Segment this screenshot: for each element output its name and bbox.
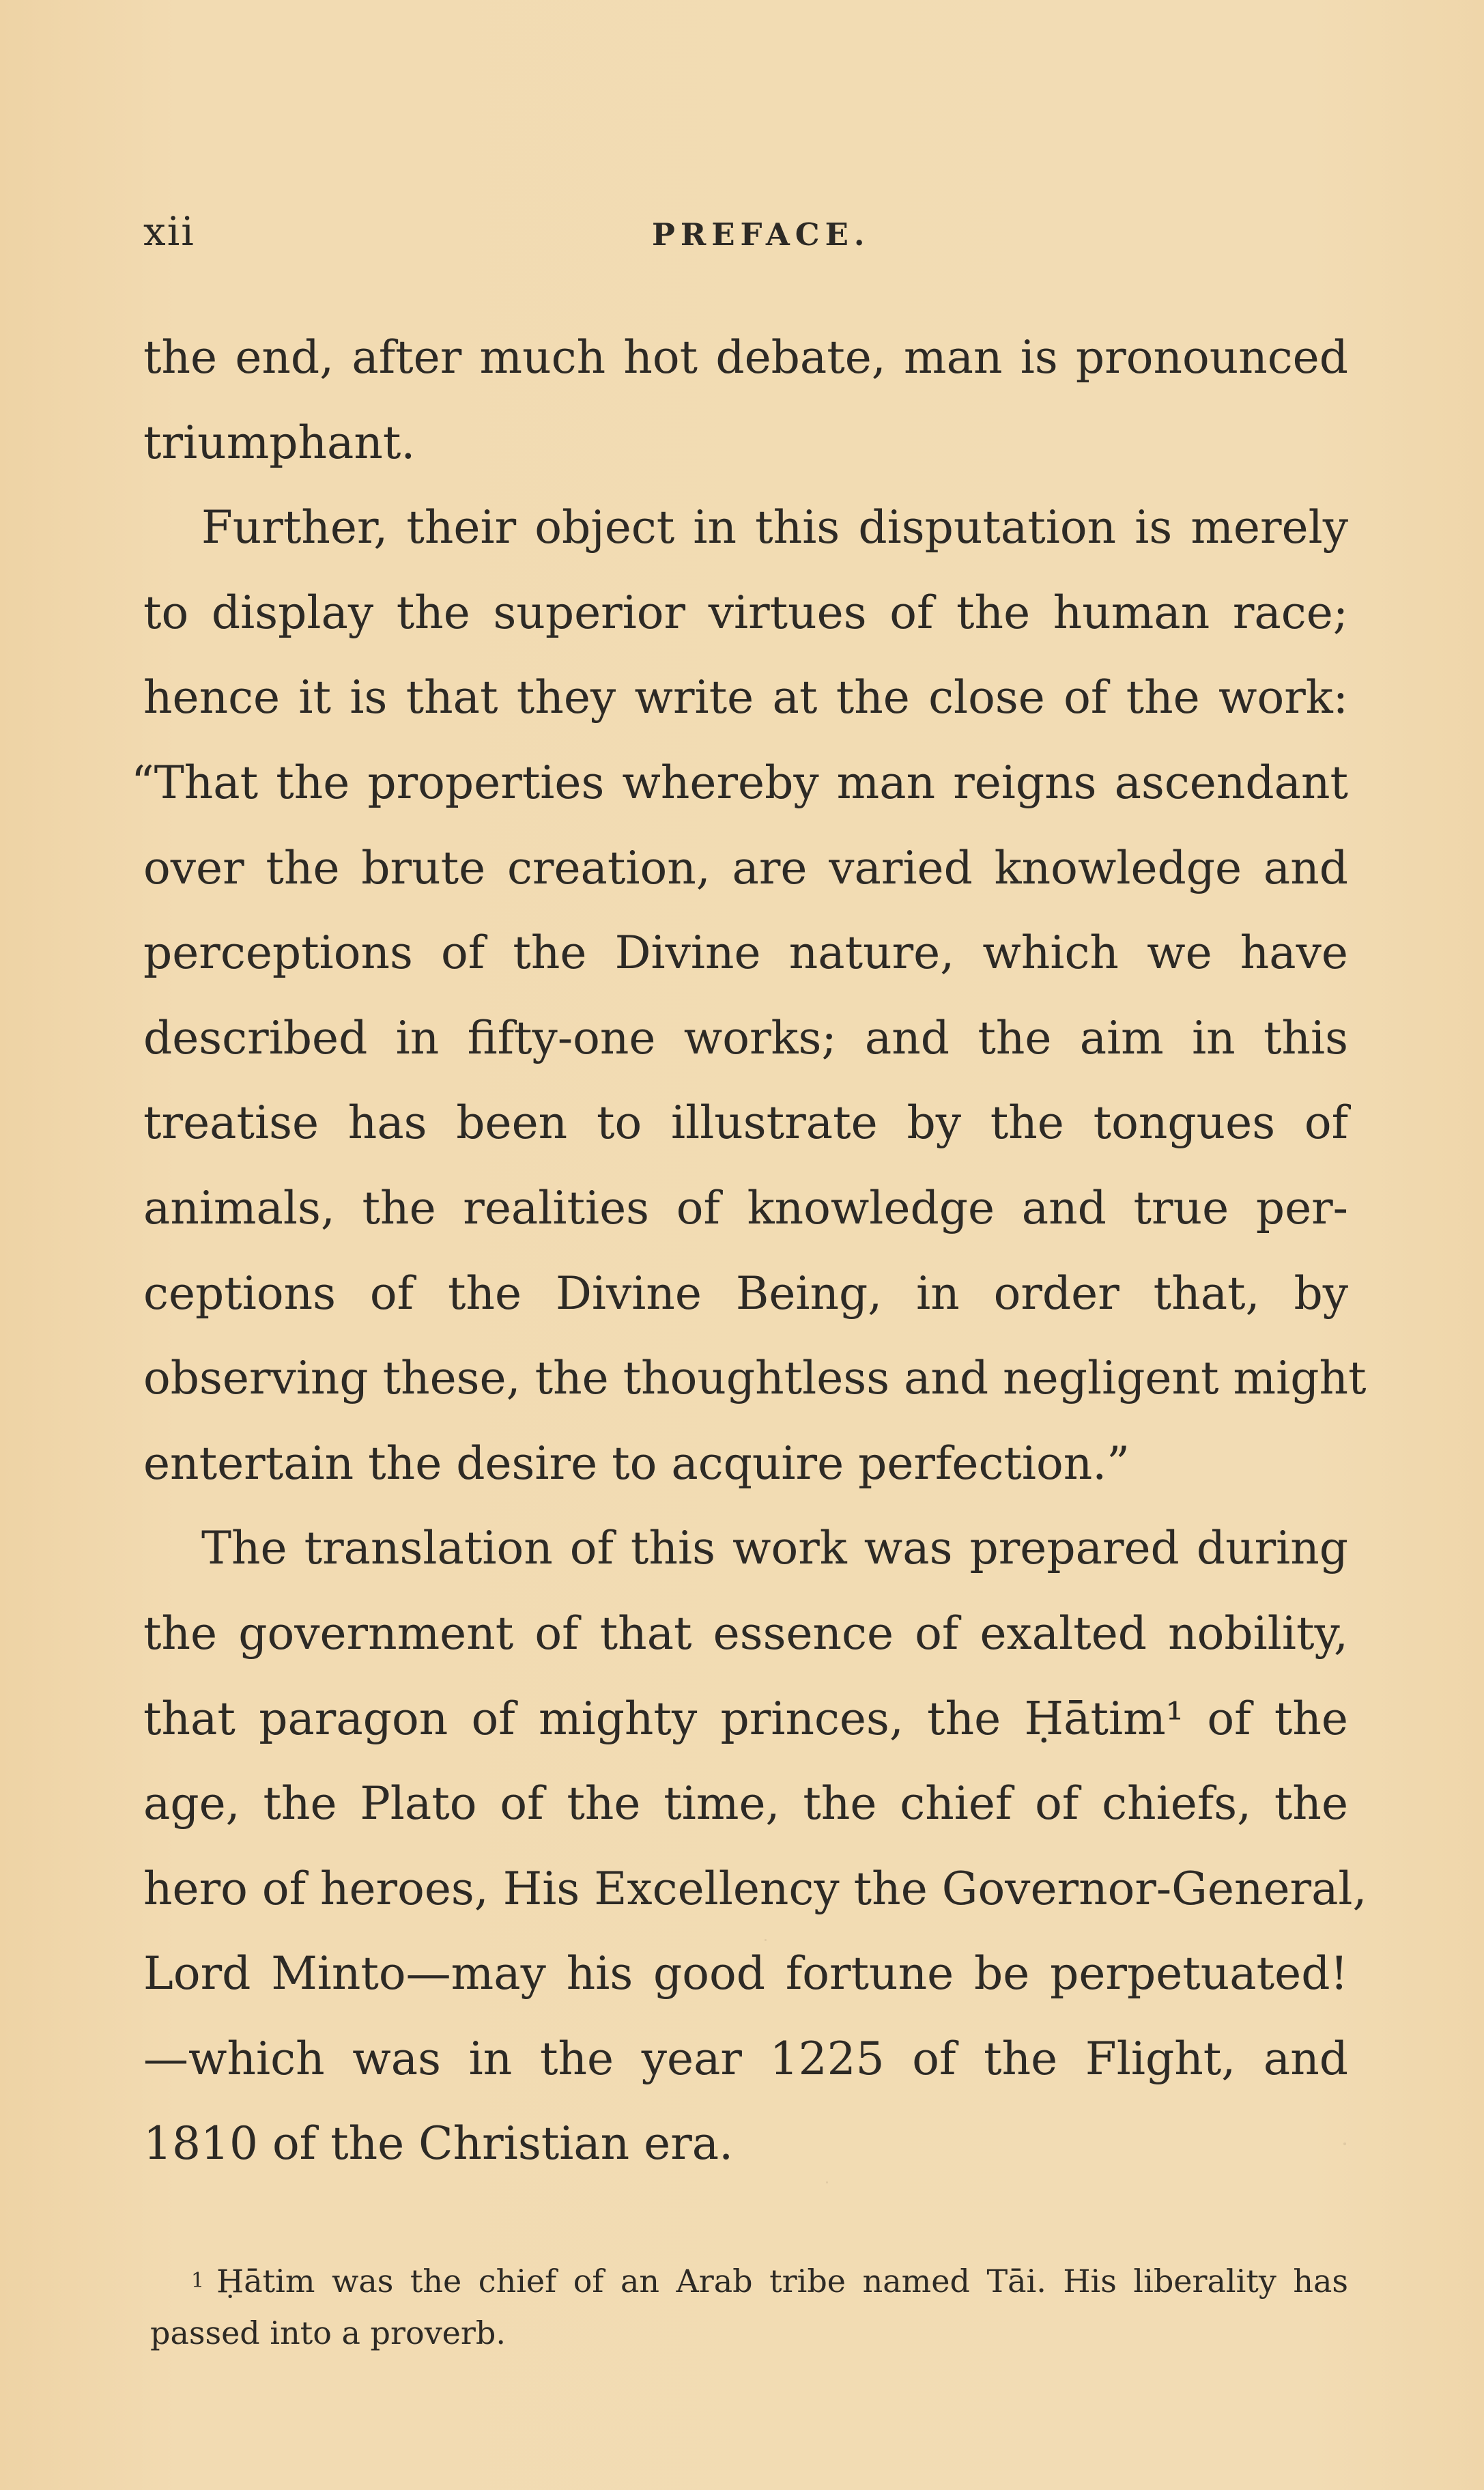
text-line: entertain the desire to acquire perfection.” (143, 1437, 1130, 1490)
footnote-line (150, 2255, 1348, 2307)
text-line: hence it is that they write at the close of the work: (143, 671, 1348, 724)
text-line: the end, after much hot debate, man is pronounced (143, 331, 1348, 384)
text-line: triumphant. (143, 416, 416, 469)
text-line: described in fifty-one works; and the aim in this (143, 1011, 1348, 1064)
text-line: hero of heroes, His Excellency the Governor-General, (143, 1862, 1367, 1915)
text-line: over the brute creation, are varied knowledge and (143, 841, 1348, 894)
page-speck (765, 1939, 767, 1941)
running-title: PREFACE. (652, 216, 870, 253)
text-line: that paragon of mighty princes, the Ḥātim¹ of the (143, 1692, 1348, 1745)
text-line: Lord Minto—may his good fortune be perpetuated! (143, 1947, 1348, 2000)
preface-body-text (131, 315, 1367, 2187)
page-number: xii (143, 208, 195, 255)
footnote-text-line-1: Ḥātim was the chief of an Arab tribe named Tāi. His liberality has (216, 2263, 1348, 2300)
footnote (150, 2255, 1348, 2359)
text-line: Further, their object in this disputation is merely (201, 501, 1348, 554)
text-line: observing these, the thoughtless and negligent might (143, 1352, 1367, 1405)
text-line: ceptions of the Divine Being, in order that, by (143, 1267, 1348, 1320)
page-speck (826, 2181, 828, 2183)
footnote-line: passed into a proverb. (150, 2315, 506, 2351)
text-line: age, the Plato of the time, the chief of chiefs, the (143, 1777, 1348, 1830)
text-line: The translation of this work was prepared during (201, 1522, 1348, 1575)
text-line: the government of that essence of exalted nobility, (143, 1607, 1348, 1660)
text-line: “That the properties whereby man reigns ascendant (131, 756, 1348, 809)
text-line: animals, the realities of knowledge and true per- (143, 1181, 1348, 1234)
page-header (143, 208, 1348, 270)
page-speck (1343, 2142, 1346, 2145)
text-line: treatise has been to illustrate by the tongues of (143, 1097, 1348, 1150)
text-line: perceptions of the Divine nature, which we have (143, 926, 1348, 980)
footnote-marker: 1 (191, 2269, 205, 2293)
text-line: —which was in the year 1225 of the Flight, and (143, 2032, 1348, 2085)
text-line: to display the superior virtues of the human race; (143, 586, 1348, 639)
text-line: 1810 of the Christian era. (143, 2117, 734, 2170)
